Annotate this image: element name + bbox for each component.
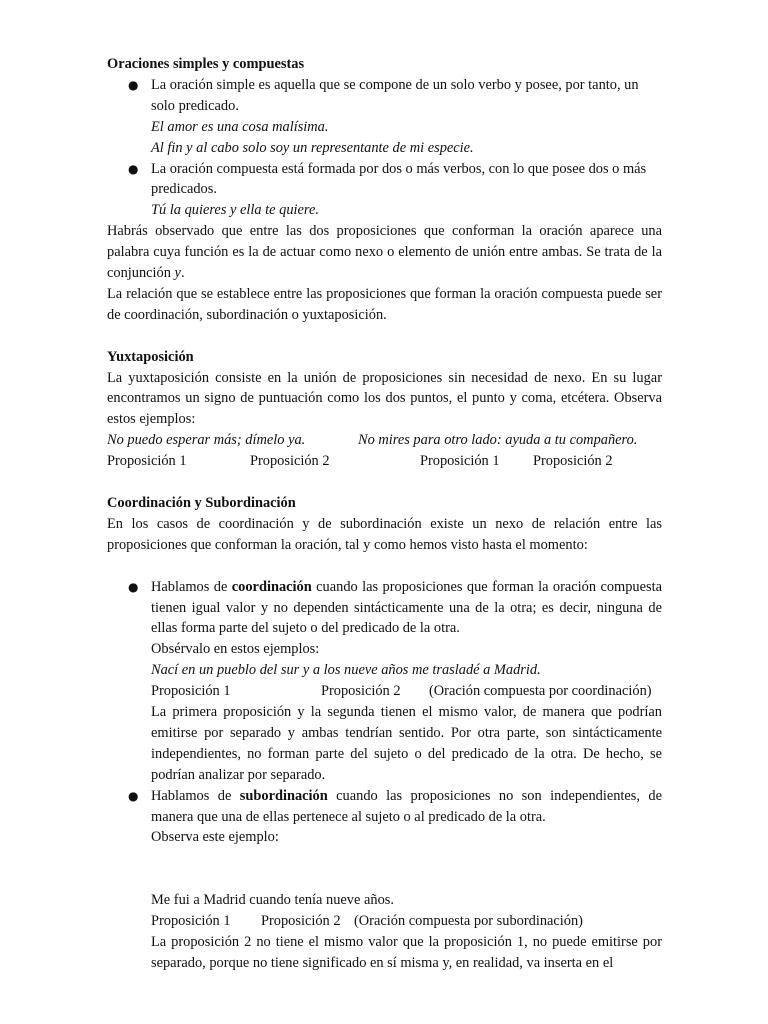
list-item-subordinacion xyxy=(107,786,662,974)
yuxtaposicion-labels-row xyxy=(107,451,662,472)
subordinacion-observe: Observa este ejemplo: xyxy=(151,829,279,846)
yuxtaposicion-examples-row xyxy=(107,430,662,451)
label-proposicion: Proposición 2 xyxy=(261,913,341,930)
label-proposicion: Proposición 1 xyxy=(420,453,500,470)
spacer xyxy=(151,848,662,890)
label-proposicion: Proposición 1 xyxy=(151,913,231,930)
paragraph-text: Habrás observado que entre las dos proposiciones que conforman la oración aparece una palabra cuya función es la de actuar como nexo o elemento de unión entre ambas. Se trata de la conjunción xyxy=(107,223,662,282)
document-content xyxy=(107,54,662,974)
subordinacion-note: (Oración compuesta por subordinación) xyxy=(354,913,583,930)
compuesta-example: Tú la quieres y ella te quiere. xyxy=(151,202,319,219)
yuxtaposicion-example-1: No puedo esperar más; dímelo ya. xyxy=(107,432,306,449)
heading-coordinacion-subordinacion: Coordinación y Subordinación xyxy=(107,495,296,511)
label-proposicion: Proposición 2 xyxy=(250,453,330,470)
subordinacion-labels-row xyxy=(151,911,662,932)
heading-oraciones: Oraciones simples y compuestas xyxy=(107,56,305,72)
bullet-list-tipos xyxy=(107,577,662,974)
simple-definition: La oración simple es aquella que se compone de un solo verbo y posee, por tanto, un solo predicado. xyxy=(151,76,639,114)
subordinacion-definition xyxy=(151,786,662,828)
definition-rest: cuando las proposiciones no son independientes, de manera que una de ellas pertenece al sujeto o al predicado de la otra. xyxy=(151,787,662,825)
bullet-list-oraciones xyxy=(107,75,662,221)
paragraph-text-end: . xyxy=(180,265,185,282)
label-proposicion: Proposición 1 xyxy=(107,453,187,470)
spacer xyxy=(107,472,662,493)
subordinacion-example: Me fui a Madrid cuando tenía nueve años. xyxy=(151,892,394,909)
bullet-icon: ● xyxy=(128,579,139,594)
paragraph-relacion: La relación que se establece entre las proposiciones que forman la oración compuesta puede ser de coordinación, subordinación o yuxtaposición. xyxy=(107,285,662,323)
definition-rest: cuando las proposiciones que forman la oración compuesta tienen igual valor y no dependen sintácticamente una de la otra; es decir, ninguna de ellas forma parte del sujeto o del predicado de la otra. xyxy=(151,578,662,637)
term-coordinacion: coordinación xyxy=(231,578,312,595)
paragraph-nexo: En los casos de coordinación y de subordinación existe un nexo de relación entre las proposiciones que conforman la oración, tal y como hemos visto hasta el momento: xyxy=(107,515,662,553)
coordinacion-definition xyxy=(151,577,662,640)
label-proposicion: Proposición 1 xyxy=(151,683,231,700)
list-item-compuesta xyxy=(107,159,662,222)
spacer xyxy=(107,326,662,347)
coordinacion-observe: Obsérvalo en estos ejemplos: xyxy=(151,641,320,658)
simple-example-1: El amor es una cosa malísima. xyxy=(151,118,329,135)
compuesta-definition: La oración compuesta está formada por dos o más verbos, con lo que posee dos o más predicados. xyxy=(151,160,647,198)
label-proposicion: Proposición 2 xyxy=(321,683,401,700)
term-subordinacion: subordinación xyxy=(239,787,328,804)
definition-prefix: Hablamos de xyxy=(151,578,232,595)
list-item-simple xyxy=(107,75,662,159)
coordinacion-explanation: La primera proposición y la segunda tienen el mismo valor, de manera que podrían emitirse por separado y ambas tendrían sentido. Por otra parte, son sintácticamente independientes, no forman parte del sujeto o del predicado de la otra. De hecho, se podrían analizar por separado. xyxy=(151,704,662,783)
coordinacion-note: (Oración compuesta por coordinación) xyxy=(429,683,652,700)
conjunction-term: y xyxy=(174,265,181,282)
coordinacion-example: Nací en un pueblo del sur y a los nueve años me trasladé a Madrid. xyxy=(151,662,541,679)
heading-yuxtaposicion: Yuxtaposición xyxy=(107,348,194,365)
definition-prefix: Hablamos de xyxy=(151,787,240,804)
yuxtaposicion-example-2: No mires para otro lado: ayuda a tu compañero. xyxy=(358,432,638,449)
paragraph-yuxtaposicion: La yuxtaposición consiste en la unión de proposiciones sin necesidad de nexo. En su lugar encontramos un signo de puntuación como los dos puntos, el punto y coma, etcétera. Observa estos ejemplos: xyxy=(107,369,662,428)
bullet-icon: ● xyxy=(128,788,139,803)
bullet-icon: ● xyxy=(128,161,139,176)
label-proposicion: Proposición 2 xyxy=(533,453,613,470)
bullet-icon: ● xyxy=(128,77,139,92)
subordinacion-explanation: La proposición 2 no tiene el mismo valor que la proposición 1, no puede emitirse por separado, porque no tiene significado en sí misma y, en realidad, va inserta en el xyxy=(151,934,662,971)
list-item-coordinacion xyxy=(107,577,662,786)
coordinacion-labels-row xyxy=(151,681,662,702)
simple-example-2: Al fin y al cabo solo soy un representante de mi especie. xyxy=(151,139,474,156)
spacer xyxy=(107,556,662,577)
paragraph-conjuncion xyxy=(107,221,662,284)
